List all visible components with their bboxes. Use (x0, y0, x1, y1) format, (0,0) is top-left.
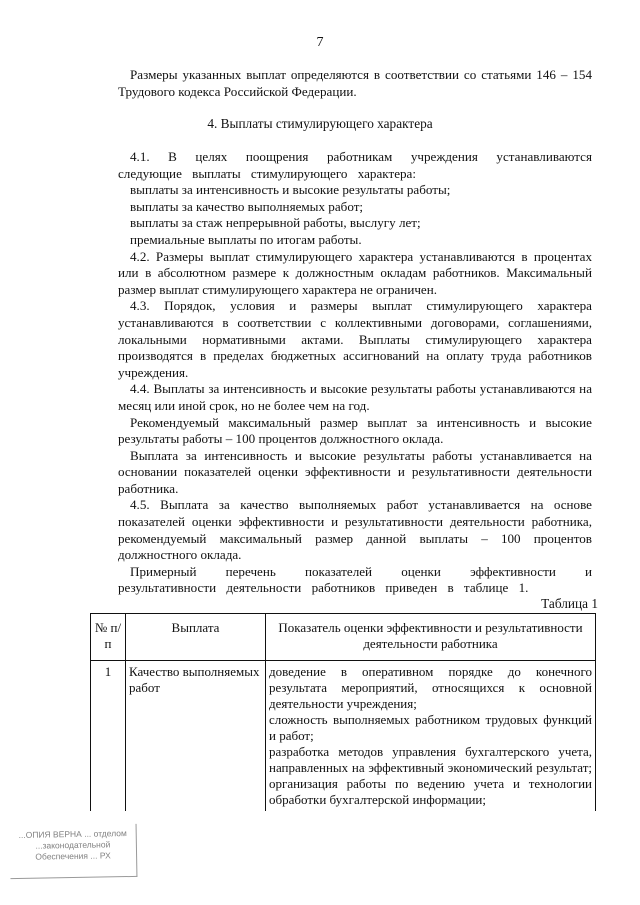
intro-paragraph (118, 67, 592, 100)
section-heading: 4. Выплаты стимулирующего характера (207, 116, 433, 131)
row-payment: Качество выполняемых работ (126, 661, 266, 812)
stamp-line: ...законодательной (35, 839, 111, 851)
table-caption: Таблица 1 (541, 596, 598, 611)
stamp-line: ...ОПИЯ ВЕРНА ... отделом (18, 828, 127, 840)
list-item: премиальные выплаты по итогам работы. (130, 231, 362, 247)
indicator-item: сложность выполняемых работником трудовых функций и работ; (269, 712, 592, 743)
paragraph-4-5: 4.5. Выплата за качество выполняемых работ устанавливается на основе показателей оценки эффективности и результативности деятельности работника, рекомендуемый максимальный размер данной выплаты – 100 процентов должностного оклада. (118, 497, 592, 563)
indicators-table (90, 613, 596, 811)
table-row (91, 661, 596, 812)
certification-stamp (10, 824, 138, 879)
paragraph-4-2: 4.2. Размеры выплат стимулирующего характера устанавливаются в процентах или в абсолютном размере к должностным окладам работников. Максимальный размер выплат стимулирующего характера не ограничен. (118, 248, 592, 297)
list-item: выплаты за стаж непрерывной работы, выслугу лет; (130, 215, 421, 231)
paragraph-4-4-basis: Выплата за интенсивность и высокие результаты работы устанавливается на основании показателей оценки эффективности и результативности деятельности работника. (118, 447, 592, 496)
paragraph-4-1: 4.1. В целях поощрения работникам учреждения устанавливаются следующие выплаты стимулирующего характера: (118, 149, 592, 181)
paragraph-4-3: 4.3. Порядок, условия и размеры выплат стимулирующего характера устанавливаются в соответствии с коллективными договорами, соглашениями, локальными нормативными актами. Выплаты стимулирующего характера производятся в пределах бюджетных ассигнований на оплату труда работников учреждения. (118, 298, 592, 380)
header-number: № п/п (91, 614, 126, 661)
paragraph-4-4: 4.4. Выплаты за интенсивность и высокие результаты работы устанавливаются на месяц или иной срок, но не более чем на год. (118, 381, 592, 413)
list-item: выплаты за интенсивность и высокие результаты работы; (130, 182, 451, 198)
paragraph-4-4-max: Рекомендуемый максимальный размер выплат за интенсивность и высокие результаты работы – 100 процентов должностного оклада. (118, 414, 592, 447)
list-item: выплаты за качество выполняемых работ; (130, 198, 364, 214)
header-payment: Выплата (126, 614, 266, 661)
indicator-item: доведение в оперативном порядке до конечного результата мероприятий, относящихся к основной деятельности учреждения; (269, 664, 592, 711)
row-number: 1 (91, 661, 126, 812)
table-header-row (91, 614, 596, 661)
stamp-line: Обеспечения ... РХ (35, 850, 111, 862)
row-indicators (266, 661, 596, 812)
section-body (118, 149, 592, 597)
page-number: 7 (316, 35, 324, 50)
header-indicator: Показатель оценки эффективности и результативности деятельности работника (266, 614, 596, 661)
paragraph-list-reference: Примерный перечень показателей оценки эффективности и результативности деятельности работников приведен в таблице 1. (118, 563, 592, 596)
indicator-item: разработка методов управления бухгалтерского учета, направленных на эффективный экономический результат; организация работы по ведению учета и технологии обработки бухгалтерской информации; (269, 744, 592, 807)
intro-text: Размеры указанных выплат определяются в соответствии со статьями 146 – 154 Трудового кодекса Российской Федерации. (118, 67, 592, 99)
